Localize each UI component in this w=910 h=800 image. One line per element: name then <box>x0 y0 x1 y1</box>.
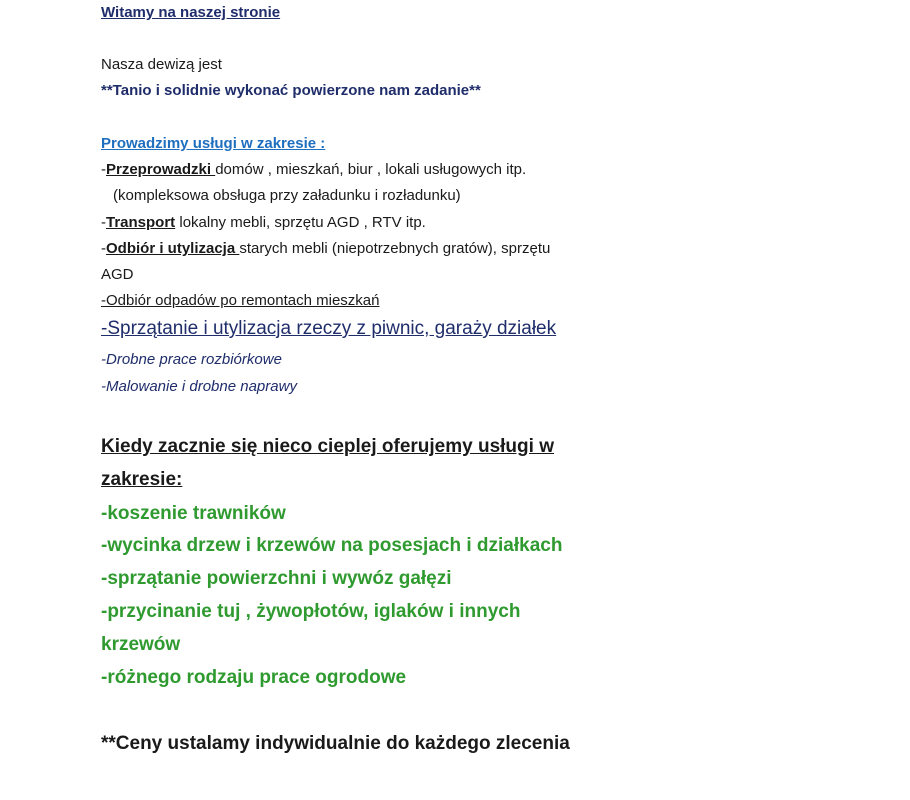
seasonal-heading-line1: Kiedy zacznie się nieco cieplej oferujemy usługi w <box>101 436 554 457</box>
service-disposal-cont: AGD <box>101 266 134 283</box>
service-renovation-waste: -Odbiór odpadów po remontach mieszkań <box>101 292 380 309</box>
page-title: Witamy na naszej stronie <box>101 4 281 21</box>
service-prefix: - <box>101 214 106 231</box>
service-transport <box>101 214 426 231</box>
service-prefix: - <box>101 161 106 178</box>
seasonal-item-branch-removal: -sprzątanie powierzchni i wywóz gałęzi <box>101 568 452 589</box>
service-text: starych mebli (niepotrzebnych gratów), sprzętu <box>239 240 551 257</box>
services-heading: Prowadzimy usługi w zakresie : <box>101 135 326 152</box>
service-text: domów , mieszkań, biur , lokali usługowych itp. <box>215 161 527 178</box>
service-prefix: - <box>101 240 106 257</box>
service-text: lokalny mebli, sprzętu AGD , RTV itp. <box>175 214 426 231</box>
pricing-note: **Ceny ustalamy indywidualnie do każdego zlecenia <box>101 733 570 754</box>
seasonal-item-tree-cutting: -wycinka drzew i krzewów na posesjach i działkach <box>101 535 563 556</box>
seasonal-item-trimming: -przycinanie tuj , żywopłotów, iglaków i innych <box>101 601 521 622</box>
motto-intro: Nasza dewizą jest <box>101 56 222 73</box>
service-moving <box>101 161 526 178</box>
service-cleaning: -Sprzątanie i utylizacja rzeczy z piwnic, garaży działek <box>101 318 557 339</box>
seasonal-heading-line2: zakresie: <box>101 469 183 490</box>
service-painting: -Malowanie i drobne naprawy <box>101 378 297 395</box>
seasonal-item-garden-work: -różnego rodzaju prace ogrodowe <box>101 667 407 688</box>
motto: **Tanio i solidnie wykonać powierzone nam zadanie** <box>101 82 481 99</box>
service-moving-note: (kompleksowa obsługa przy załadunku i rozładunku) <box>113 187 461 204</box>
seasonal-item-trimming-cont: krzewów <box>101 634 181 655</box>
service-term: Transport <box>106 214 176 231</box>
service-term: Przeprowadzki <box>106 161 216 178</box>
service-term: Odbiór i utylizacja <box>106 240 240 257</box>
seasonal-item-mowing: -koszenie trawników <box>101 503 286 524</box>
service-demolition: -Drobne prace rozbiórkowe <box>101 351 282 368</box>
service-disposal <box>101 240 550 257</box>
